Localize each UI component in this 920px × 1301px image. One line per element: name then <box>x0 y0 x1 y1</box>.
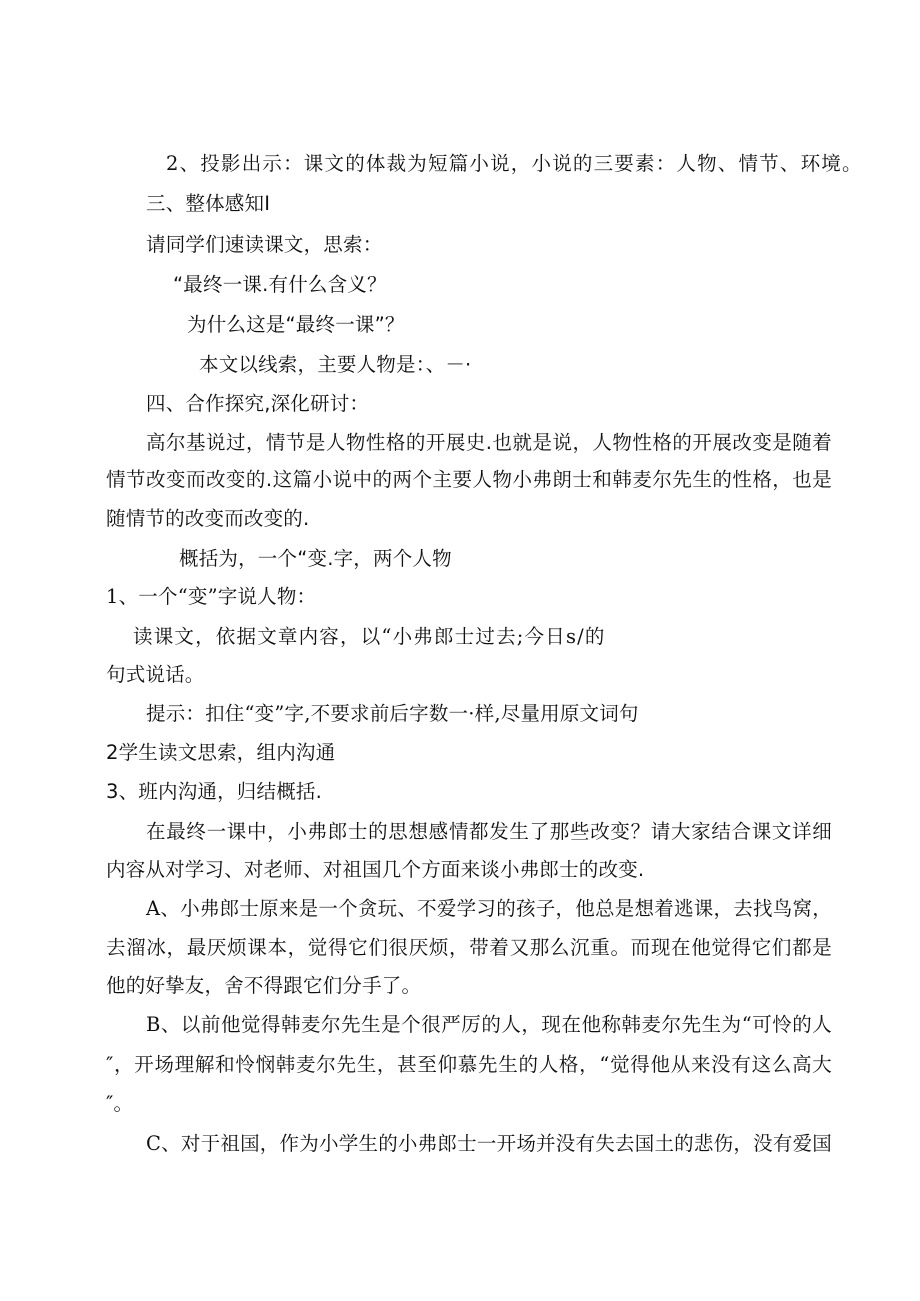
line-12: 1、一个“变”字说人物： <box>106 585 317 608</box>
heading-cooperative-inquiry: 四、合作探究,深化研讨： <box>146 392 370 415</box>
line-26: C、对于祖国，作为小学生的小弗郎士一开场并没有失去国土的悲伤，没有爱国 <box>146 1132 832 1155</box>
line-16: 2学生读文思索，组内沟通 <box>106 741 336 764</box>
line-5: 为什么这是“最终一课”？ <box>187 313 405 336</box>
line-13: 读课文，依据文章内容，以“小弗郎士过去;今日s/的 <box>133 625 606 648</box>
line-8: 高尔基说过，情节是人物性格的开展史.也就是说，人物性格的开展改变是随着 <box>146 431 832 454</box>
line-4: “最终一课.有什么含义？ <box>173 273 387 296</box>
line-10: 随情节的改变而改变的. <box>106 507 310 530</box>
line-22: 他的好挚友，舍不得跟它们分手了。 <box>106 974 422 997</box>
line-3: 请同学们速读课文，思索： <box>146 233 383 256</box>
line-23: B、以前他觉得韩麦尔先生是个很严厉的人，现在他称韩麦尔先生为“可怜的人 <box>146 1013 832 1036</box>
line-15: 提示：扣住“变”字,不要求前后字数一·样,尽量用原文词句 <box>146 702 639 725</box>
line-11: 概括为，一个“变.字，两个人物 <box>179 547 452 570</box>
line-1: 2、投影出示：课文的体裁为短篇小说，小说的三要素：人物、情节、环境。 <box>166 152 863 175</box>
line-25: ″。 <box>106 1092 134 1115</box>
line-19: 内容从对学习、对老师、对祖国几个方面来谈小弗郎士的改变. <box>106 858 645 881</box>
line-20: A、小弗郎士原来是一个贪玩、不爱学习的孩子，他总是想着逃课，去找鸟窝， <box>146 897 832 920</box>
line-14: 句式说话。 <box>106 663 205 686</box>
heading-overall-perception: 三、整体感知Ⅰ <box>146 192 271 215</box>
line-21: 去溜冰，最厌烦课本，觉得它们很厌烦，带着又那么沉重。而现在他觉得它们都是 <box>106 936 832 959</box>
line-24: ″，开场理解和怜悯韩麦尔先生，甚至仰慕先生的人格，“觉得他从来没有这么高大 <box>106 1053 832 1076</box>
line-17: 3、班内沟通，归结概括. <box>106 780 323 803</box>
line-18: 在最终一课中，小弗郎士的思想感情都发生了那些改变？请大家结合课文详细 <box>146 820 832 843</box>
line-6: 本文以线索，主要人物是：、－· <box>199 353 472 376</box>
line-9: 情节改变而改变的.这篇小说中的两个主要人物小弗朗士和韩麦尔先生的性格，也是 <box>106 468 832 491</box>
